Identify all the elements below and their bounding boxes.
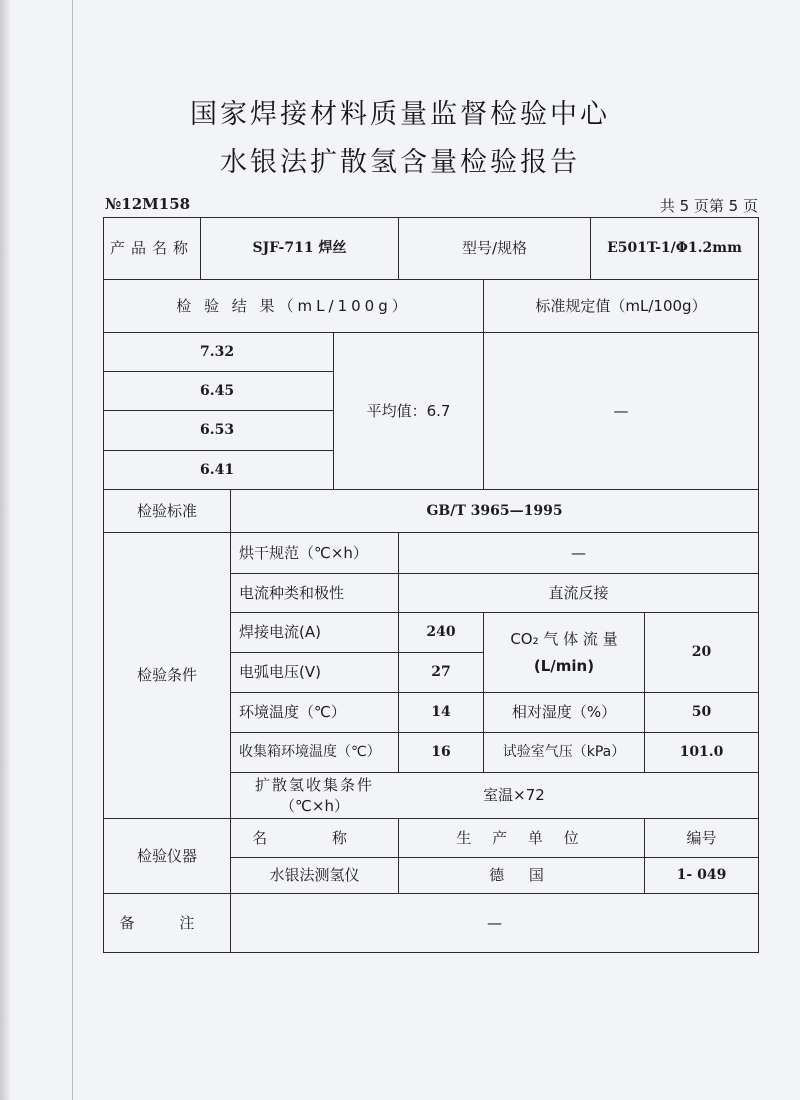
instrument-maker-header: 生 产 单 位 (456, 828, 587, 847)
instrument-label: 检验仪器 (136, 846, 197, 865)
page-count: 共 5 页第 5 页 (659, 197, 758, 215)
collector-temp-label: 收集箱环境温度（℃） (239, 744, 381, 761)
welding-current-value: 240 (426, 624, 456, 641)
remarks-label: 备 注 (119, 913, 215, 932)
drying-value: — (571, 543, 586, 562)
humidity-label: 相对湿度（%） (511, 703, 617, 722)
collector-temp-value: 16 (431, 744, 451, 761)
result-value-2: 6.45 (200, 382, 235, 399)
arc-voltage-value: 27 (431, 664, 451, 681)
collection-condition-label (231, 773, 398, 818)
result-value-3: 6.53 (200, 422, 235, 439)
pressure-value: 101.0 (679, 744, 724, 761)
model-value: E501T-1/Φ1.2mm (607, 240, 742, 257)
product-name-value: SJF-711 焊丝 (252, 240, 347, 257)
instrument-maker-value: 德 国 (489, 866, 554, 885)
co2-flow-label (484, 613, 644, 692)
average-value: 平均值：6.7 (366, 401, 451, 420)
standard-value-header: 标准规定值（mL/100g） (535, 296, 707, 315)
instrument-name-header: 名 称 (252, 828, 377, 847)
conditions-label: 检验条件 (136, 666, 197, 685)
model-label: 型号/规格 (461, 239, 528, 258)
co2-flow-label-line1: CO₂ 气 体 流 量 (510, 630, 618, 649)
co2-flow-value: 20 (691, 644, 712, 661)
current-type-value: 直流反接 (548, 583, 609, 602)
results-header: 检 验 结 果（mL/100g） (176, 296, 411, 315)
remarks-value: — (487, 913, 502, 932)
result-value-1: 7.32 (200, 343, 235, 360)
ambient-temp-label: 环境温度（℃） (239, 703, 346, 722)
collection-label-line1: 扩散氢收集条件 (254, 776, 374, 795)
instrument-number-value: 1- 049 (676, 867, 727, 884)
collection-label-line2: （℃×h） (280, 796, 349, 815)
report-subtitle: 水银法扩散氢含量检验报告 (220, 147, 580, 178)
ambient-temp-value: 14 (431, 704, 451, 721)
instrument-name-value: 水银法测氢仪 (269, 866, 360, 885)
standard-requirement-value: — (613, 401, 629, 420)
arc-voltage-label: 电弧电压(V) (239, 663, 321, 682)
instrument-number-header: 编号 (686, 828, 717, 847)
standard-value: GB/T 3965—1995 (426, 502, 563, 519)
current-type-label: 电流种类和极性 (239, 583, 345, 602)
drying-label: 烘干规范（℃×h） (239, 543, 368, 562)
welding-current-label: 焊接电流(A) (239, 623, 321, 642)
report-title: 国家焊接材料质量监督检验中心 (190, 99, 610, 130)
report-number: №12M158 (105, 195, 191, 213)
product-name-label: 产品名称 (109, 239, 194, 258)
pressure-label: 试验室气压（kPa） (502, 744, 626, 761)
collection-condition-value: 室温×72 (483, 786, 545, 805)
standard-label: 检验标准 (136, 501, 197, 520)
result-value-4: 6.41 (200, 461, 235, 478)
co2-flow-label-line2: (L/min) (533, 656, 595, 675)
humidity-value: 50 (691, 704, 712, 721)
